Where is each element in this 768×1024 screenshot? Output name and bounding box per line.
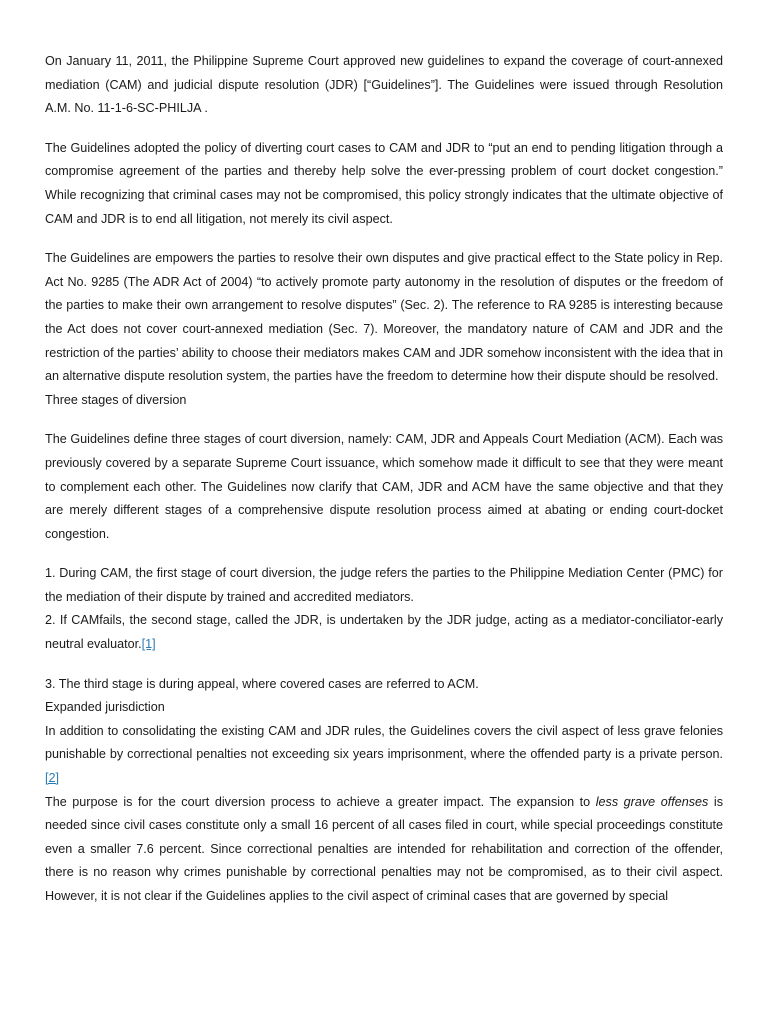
paragraph-expansion bbox=[45, 720, 723, 791]
list-item-stage-2 bbox=[45, 609, 723, 656]
paragraph-stages: The Guidelines define three stages of court diversion, namely: CAM, JDR and Appeals Court Mediation (ACM). Each was previously covered by a separate Supreme Court issuance, which somehow made it difficult to see that they were meant to complement each other. The Guidelines now clarify that CAM, JDR and ACM have the same objective and that they are merely different stages of a comprehensive dispute resolution process aimed at abating or ending court-docket congestion. bbox=[45, 432, 723, 541]
heading-expanded-jurisdiction: Expanded jurisdiction bbox=[45, 700, 165, 715]
footnote-link-1[interactable]: [1] bbox=[141, 637, 156, 652]
paragraph-policy: The Guidelines adopted the policy of diverting court cases to CAM and JDR to “put an end to pending litigation through a compromise agreement of the parties and thereby help solve the ever-pressing problem of court docket congestion.” While recognizing that criminal cases may not be compromised, this policy strongly indicates that the ultimate objective of CAM and JDR is to end all litigation, not merely its civil aspect. bbox=[45, 140, 723, 226]
list-item-stage-1: 1. During CAM, the first stage of court diversion, the judge refers the parties to the Philippine Mediation Center (PMC) for the mediation of their dispute by trained and accredited mediators. bbox=[45, 566, 723, 604]
purpose-text-b: is needed since civil cases constitute only a small 16 percent of all cases filed in court, while special proceedings constitute even a smaller 7.6 percent. Since correctional penalties are intended for rehabilitation and correction of the offender, there is no reason why crimes punishable by correctional penalties may not be compromised, as to their civil aspect. However, it is not clear if the Guidelines applies to the civil aspect of criminal cases that are governed by special bbox=[45, 794, 723, 903]
purpose-text-a: The purpose is for the court diversion process to achieve a greater impact. The expansion to bbox=[45, 794, 596, 809]
list-item-stage-3: 3. The third stage is during appeal, where covered cases are referred to ACM. bbox=[45, 676, 479, 691]
expansion-text: In addition to consolidating the existing CAM and JDR rules, the Guidelines covers the civil aspect of less grave felonies punishable by correctional penalties not exceeding six years imprisonment, where the offended party is a private person. bbox=[45, 723, 723, 762]
paragraph-purpose bbox=[45, 791, 723, 909]
paragraph-intro: On January 11, 2011, the Philippine Supreme Court approved new guidelines to expand the coverage of court-annexed mediation (CAM) and judicial dispute resolution (JDR) [“Guidelines”]. The Guidelines were issued through Resolution A.M. No. 11-1-6-SC-PHILJA . bbox=[45, 54, 723, 116]
heading-three-stages: Three stages of diversion bbox=[45, 392, 187, 407]
purpose-emphasis: less grave offenses bbox=[595, 794, 709, 809]
document-body bbox=[45, 50, 723, 909]
stage-2-text: 2. If CAMfails, the second stage, called the JDR, is undertaken by the JDR judge, acting as a mediator-conciliator-early neutral evaluator. bbox=[45, 613, 723, 652]
footnote-link-2[interactable]: [2] bbox=[45, 771, 60, 786]
paragraph-empowerment: The Guidelines are empowers the parties to resolve their own disputes and give practical effect to the State policy in Rep. Act No. 9285 (The ADR Act of 2004) “to actively promote party autonomy in the resolution of disputes or the freedom of the parties to make their own arrangement to resolve disputes” (Sec. 2). The reference to RA 9285 is interesting because the Act does not cover court-annexed mediation (Sec. 7). Moreover, the mandatory nature of CAM and JDR and the restriction of the parties’ ability to choose their mediators makes CAM and JDR somehow inconsistent with the idea that in an alternative dispute resolution system, the parties have the freedom to determine how their dispute should be resolved. bbox=[45, 251, 723, 384]
